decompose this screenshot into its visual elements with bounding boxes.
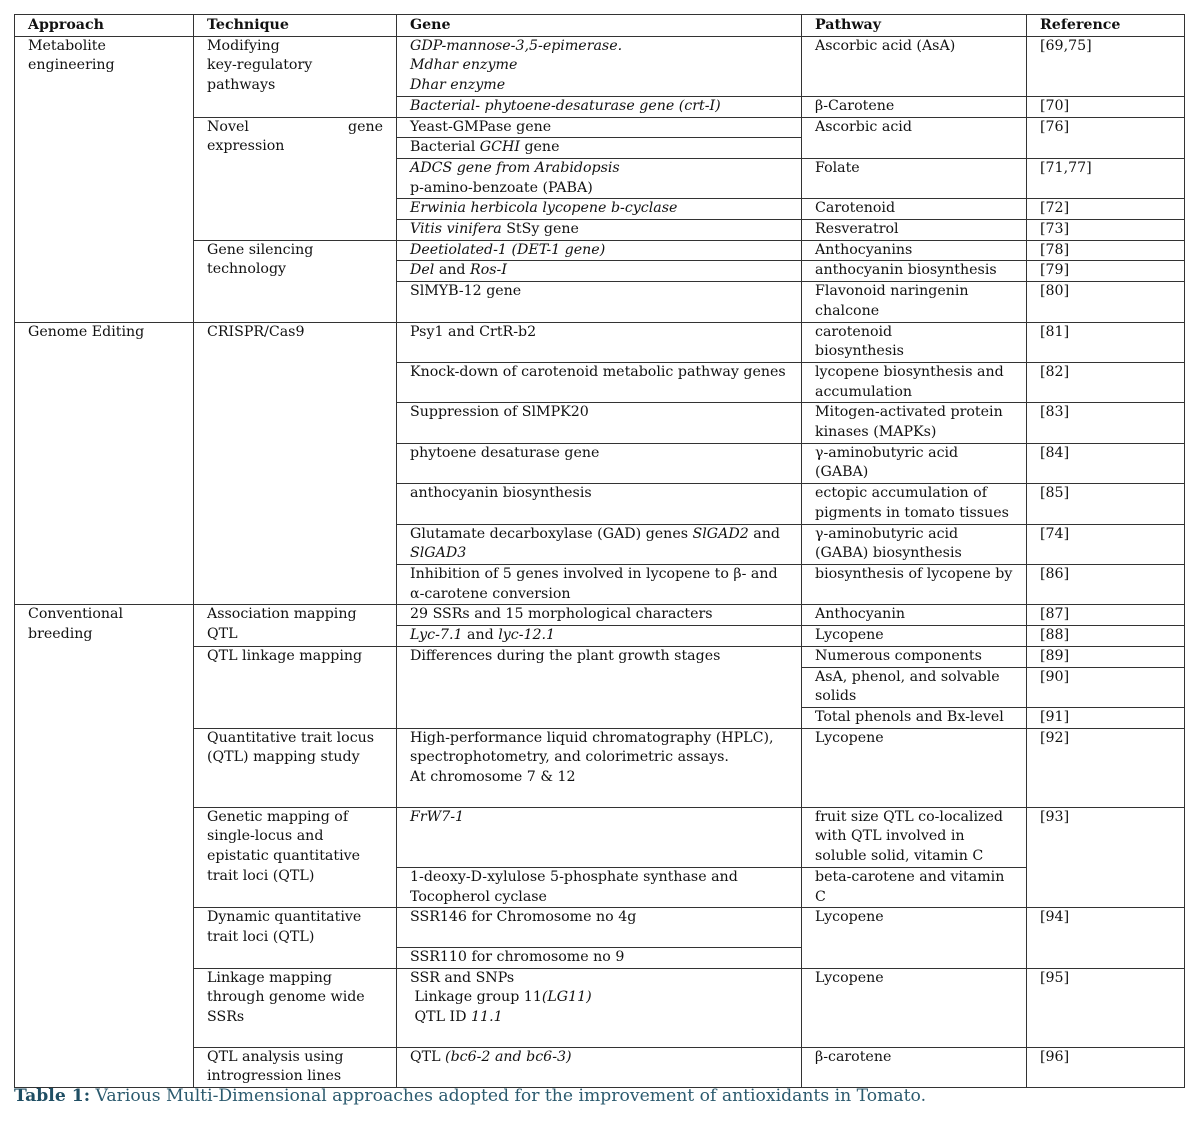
pathway-cell: Mitogen-activated protein kinases (MAPKs) [802,403,1027,443]
reference-cell: [78] [1027,240,1185,261]
pathway-cell: Resveratrol [802,220,1027,241]
technique-cell: Quantitative trait locus (QTL) mapping study [194,728,397,807]
reference-cell: [86] [1027,564,1185,604]
gene-cell: Yeast-GMPase gene [397,117,802,138]
header-technique: Technique [194,15,397,37]
gene-text: gene [519,139,560,156]
gene-text: GCHI [479,139,520,156]
gene-text: Del [410,262,435,279]
technique-cell: Dynamic quantitative trait loci (QTL) [194,908,397,968]
gene-text: SlGAD3 [410,545,467,562]
reference-cell: [95] [1027,968,1185,1047]
pathway-cell: γ-aminobutyric acid (GABA) biosynthesis [802,524,1027,564]
gene-text: (bc6-2 and bc6-3) [445,1048,572,1065]
gene-text: 11.1 [471,1009,503,1026]
reference-cell: [88] [1027,626,1185,647]
gene-text: and [748,525,780,542]
gene-cell: SlMYB-12 gene [397,282,802,322]
pathway-cell: β-carotene [802,1047,1027,1087]
gene-cell: Inhibition of 5 genes involved in lycopene to β- and α-carotene conversion [397,564,802,604]
pathway-cell: Ascorbic acid [802,117,1027,158]
gene-text: Bacterial- phytoene-desaturase gene (crt-I) [410,97,721,114]
gene-cell [397,807,802,867]
gene-text: Ros-I [470,262,507,279]
pathway-cell: beta-carotene and vitamin C [802,867,1027,907]
gene-text: SSR and SNPs [410,969,515,986]
pathway-cell: Lycopene [802,968,1027,1047]
reference-cell: [87] [1027,605,1185,626]
reference-cell: [81] [1027,322,1185,362]
gene-text: QTL [410,1048,446,1065]
technique-cell: Gene silencing technology [194,240,397,322]
gene-text: Lyc-7.1 [410,627,463,644]
gene-cell [397,199,802,220]
table-row [15,322,1185,362]
reference-cell: [93] [1027,807,1185,908]
pathway-cell: Ascorbic acid (AsA) [802,36,1027,96]
pathway-cell: anthocyanin biosynthesis [802,261,1027,282]
gene-cell: anthocyanin biosynthesis [397,484,802,524]
technique-cell [194,36,397,117]
reference-cell: [76] [1027,117,1185,158]
technique-text: key-regulatory pathways [207,57,313,94]
technique-text: expression [207,138,285,155]
pathway-cell: γ-aminobutyric acid (GABA) [802,443,1027,483]
pathway-cell: Folate [802,158,1027,198]
technique-text: Modifying [207,37,280,54]
gene-text: and [434,262,471,279]
gene-cell [397,36,802,96]
pathway-cell: biosynthesis of lycopene by [802,564,1027,604]
pathway-cell: β-Carotene [802,96,1027,117]
gene-text: Erwinia herbicola lycopene b-cyclase [410,200,678,217]
gene-text: At chromosome 7 & 12 [410,769,576,786]
technique-cell: CRISPR/Cas9 [194,322,397,605]
pathway-cell: Total phenols and Bx-level [802,707,1027,728]
table-row [15,36,1185,96]
gene-text: p-amino-benzoate (PABA) [410,179,593,196]
reference-cell: [82] [1027,362,1185,402]
pathway-cell: Lycopene [802,908,1027,968]
gene-cell [397,96,802,117]
header-reference: Reference [1027,15,1185,37]
technique-cell: Association mapping QTL [194,605,397,646]
gene-text: and [462,627,499,644]
pathway-cell [802,322,1027,362]
header-gene: Gene [397,15,802,37]
gene-cell: Differences during the plant growth stages [397,646,802,728]
gene-cell [397,626,802,647]
reference-cell: [84] [1027,443,1185,483]
pathway-cell: Flavonoid naringenin chalcone [802,282,1027,322]
gene-cell [397,908,802,948]
pathway-cell: lycopene biosynthesis and accumulation [802,362,1027,402]
header-pathway: Pathway [802,15,1027,37]
gene-text: FrW7-1 [410,808,465,825]
gene-cell: phytoene desaturase gene [397,443,802,483]
gene-cell [397,1047,802,1087]
gene-text: Bacterial [410,139,480,156]
gene-text: Dhar enzyme [410,77,506,94]
header-approach: Approach [15,15,194,37]
gene-cell: Psy1 and CrtR-b2 [397,322,802,362]
pathway-cell: Lycopene [802,626,1027,647]
gene-cell: 29 SSRs and 15 morphological characters [397,605,802,626]
technique-cell: QTL linkage mapping [194,646,397,728]
pathway-cell: Numerous components [802,646,1027,667]
gene-text: Deetiolated-1 (DET-1 gene) [410,241,606,258]
pathway-text: biosynthesis [815,343,904,360]
approach-cell: Genome Editing [15,322,194,605]
gene-cell [397,261,802,282]
gene-text: Vitis vinifera [410,221,502,238]
pathway-cell: Lycopene [802,728,1027,807]
reference-cell: [96] [1027,1047,1185,1087]
reference-cell: [72] [1027,199,1185,220]
technique-cell: Linkage mapping through genome wide SSRs [194,968,397,1047]
table-caption [14,1086,926,1106]
header-row [15,15,1185,37]
caption-text: Various Multi-Dimensional approaches adopted for the improvement of antioxidants in Tomato. [90,1086,927,1106]
gene-text: Linkage group 11 [414,989,542,1006]
approach-cell: Conventional breeding [15,605,194,1088]
gene-cell: Knock-down of carotenoid metabolic pathway genes [397,362,802,402]
reference-cell: [69,75] [1027,36,1185,96]
antioxidant-approaches-table [14,14,1185,1088]
gene-cell [397,240,802,261]
gene-cell [397,158,802,198]
reference-cell: [92] [1027,728,1185,807]
gene-text: GDP-mannose-3,5-epimerase. [410,37,623,54]
gene-cell [397,220,802,241]
gene-text: StSy gene [501,221,579,238]
reference-cell: [91] [1027,707,1185,728]
table-row [15,605,1185,626]
reference-cell: [83] [1027,403,1185,443]
reference-cell: [71,77] [1027,158,1185,198]
reference-cell: [89] [1027,646,1185,667]
gene-text: Mdhar enzyme [410,57,518,74]
gene-cell: SSR110 for chromosome no 9 [397,947,802,968]
gene-text: SSR146 for Chromosome no 4g [410,909,637,926]
pathway-cell: Anthocyanin [802,605,1027,626]
gene-text: SlGAD2 [692,525,749,542]
technique-text: Novel [207,118,249,135]
reference-cell: [79] [1027,261,1185,282]
gene-cell [397,968,802,1047]
reference-cell: [80] [1027,282,1185,322]
technique-cell: Genetic mapping of single-locus and epistatic quantitative trait loci (QTL) [194,807,397,908]
approach-cell: Metabolite engineering [15,36,194,322]
gene-text: Glutamate decarboxylase (GAD) genes [410,525,693,542]
technique-text: gene [347,118,383,135]
pathway-cell: fruit size QTL co-localized with QTL involved in soluble solid, vitamin C [802,807,1027,867]
gene-text: High-performance liquid chromatography (HPLC), spectrophotometry, and colorimetric assays. [410,729,774,766]
reference-cell: [70] [1027,96,1185,117]
gene-cell [397,524,802,564]
pathway-cell: AsA, phenol, and solvable solids [802,667,1027,707]
pathway-cell: Anthocyanins [802,240,1027,261]
pathway-cell: ectopic accumulation of pigments in tomato tissues [802,484,1027,524]
gene-text: QTL ID [414,1009,472,1026]
gene-cell: Suppression of SlMPK20 [397,403,802,443]
technique-cell [194,117,397,240]
reference-cell: [94] [1027,908,1185,968]
gene-text: (LG11) [541,989,592,1006]
reference-cell: [73] [1027,220,1185,241]
reference-cell: [85] [1027,484,1185,524]
gene-cell: 1-deoxy-D-xylulose 5-phosphate synthase and Tocopherol cyclase [397,867,802,907]
reference-cell: [90] [1027,667,1185,707]
reference-cell: [74] [1027,524,1185,564]
gene-cell [397,138,802,159]
gene-text: lyc-12.1 [498,627,556,644]
gene-cell [397,728,802,807]
technique-cell: QTL analysis using introgression lines [194,1047,397,1087]
pathway-text: carotenoid [815,323,893,340]
gene-text: ADCS gene from Arabidopsis [410,159,620,176]
caption-label: Table 1: [14,1086,91,1106]
pathway-cell: Carotenoid [802,199,1027,220]
